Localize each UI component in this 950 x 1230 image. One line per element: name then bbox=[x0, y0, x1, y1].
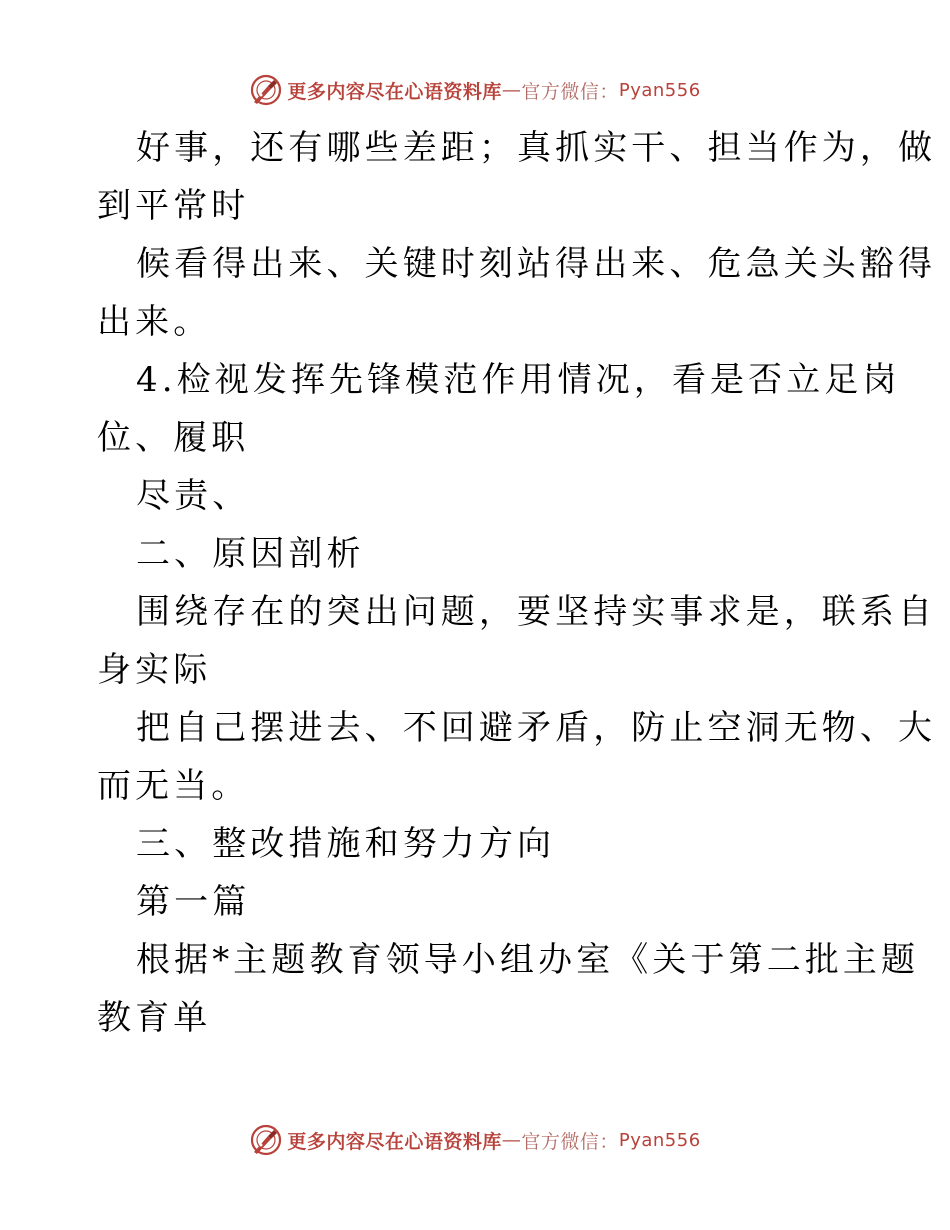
body-line: 到平常时 bbox=[97, 186, 250, 226]
body-line: 位、履职 bbox=[97, 418, 250, 458]
body-line: 尽责、 bbox=[136, 476, 251, 516]
pen-logo-icon bbox=[249, 1123, 283, 1157]
footer-watermark bbox=[0, 1120, 950, 1160]
body-line: 根据*主题教育领导小组办室《关于第二批主题 bbox=[136, 940, 920, 980]
body-line: 好事，还有哪些差距；真抓实干、担当作为，做 bbox=[136, 128, 937, 168]
watermark-separator: — bbox=[501, 79, 522, 101]
subsection-heading: 第一篇 bbox=[136, 882, 251, 922]
body-line: 而无当。 bbox=[97, 766, 250, 806]
watermark-text: 更多内容尽在心语资料库 bbox=[287, 80, 502, 103]
header-watermark bbox=[0, 70, 950, 110]
body-line: 4.检视发挥先锋模范作用情况，看是否立足岗 bbox=[136, 360, 901, 400]
body-line: 身实际 bbox=[97, 650, 212, 690]
pen-logo-icon bbox=[249, 73, 283, 107]
watermark-wechat-label: 官方微信： bbox=[521, 80, 619, 103]
watermark-wechat-id: Pyan556 bbox=[618, 79, 701, 101]
watermark-wechat-label: 官方微信： bbox=[521, 1130, 619, 1153]
document-body bbox=[97, 119, 937, 1047]
watermark-wechat-id: Pyan556 bbox=[618, 1129, 701, 1151]
body-line: 出来。 bbox=[97, 302, 212, 342]
body-line: 围绕存在的突出问题，要坚持实事求是，联系自 bbox=[136, 592, 937, 632]
section-heading: 二、原因剖析 bbox=[136, 534, 365, 574]
watermark-separator: — bbox=[501, 1129, 522, 1151]
section-heading: 三、整改措施和努力方向 bbox=[136, 824, 556, 864]
body-line: 把自己摆进去、不回避矛盾，防止空洞无物、大 bbox=[136, 708, 937, 748]
watermark-text: 更多内容尽在心语资料库 bbox=[287, 1130, 502, 1153]
body-line: 教育单 bbox=[97, 998, 212, 1038]
body-line: 候看得出来、关键时刻站得出来、危急关头豁得 bbox=[136, 244, 937, 284]
